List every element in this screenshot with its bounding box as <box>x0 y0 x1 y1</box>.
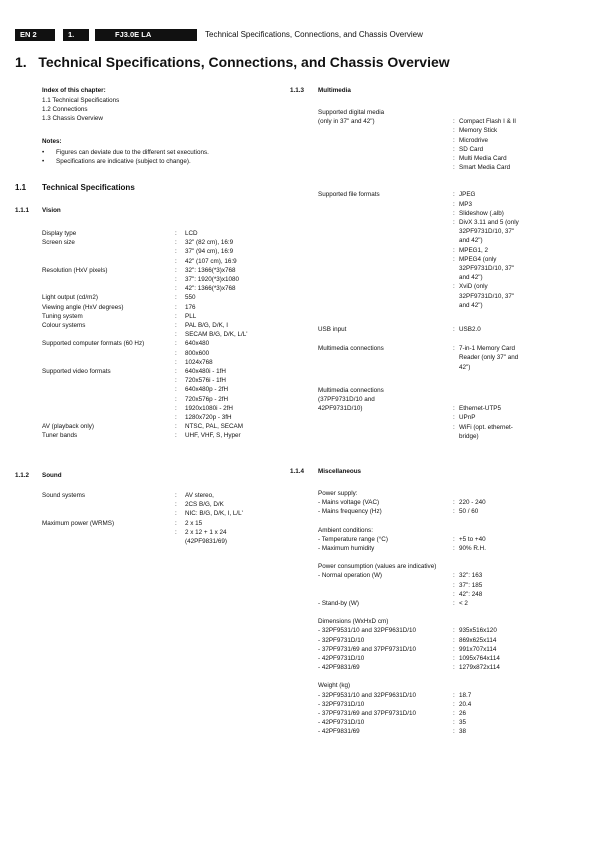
spec-colon: : <box>453 209 455 217</box>
notes-heading: Notes: <box>42 138 62 145</box>
chapter-badge <box>63 29 89 41</box>
spec-label: Supported video formats <box>42 368 111 375</box>
spec-value: 2 x 12 + 1 x 24 (42PF9831/69) <box>185 528 228 545</box>
subsection-title: Miscellaneous <box>318 468 362 475</box>
spec-value: UHF, VHF, S, Hyper <box>185 432 241 440</box>
spec-label: (only in 37" and 42") <box>318 118 375 126</box>
spec-value: Ethernet-UTP5 <box>459 405 501 413</box>
spec-label: Maximum power (WRMS) <box>42 519 115 527</box>
spec-colon: : <box>453 200 455 208</box>
spec-value: 991x707x114 <box>459 645 497 653</box>
spec-colon: : <box>175 414 177 421</box>
spec-value: 2CS B/G, D/K <box>185 501 224 509</box>
subsection-number: 1.1.3 <box>290 87 305 94</box>
page-language-badge <box>15 29 55 41</box>
spec-label: Viewing angle (HxV degrees) <box>42 303 124 311</box>
spec-value: PLL <box>185 312 197 320</box>
model-code: FJ3.0E LA <box>115 30 152 39</box>
spec-value: 720x576p - 2fH <box>185 395 229 403</box>
spec-value: Microdrive <box>459 136 489 144</box>
spec-value: 37": 1920(*3)x1080 <box>185 276 240 283</box>
spec-colon: : <box>453 636 455 644</box>
spec-label: - Temperature range (°C) <box>318 535 388 543</box>
spec-value: 640x480i - 1fH <box>185 368 226 375</box>
spec-colon: : <box>175 423 177 431</box>
spec-colon: : <box>175 349 177 357</box>
spec-colon: : <box>453 326 455 333</box>
spec-colon: : <box>453 664 455 672</box>
spec-colon: : <box>175 368 177 375</box>
group-heading: Dimensions (WxHxD cm) <box>318 618 389 626</box>
subsection-title: Sound <box>42 472 62 479</box>
spec-colon: : <box>175 432 177 440</box>
spec-colon: : <box>175 501 177 509</box>
language-code: EN 2 <box>20 30 37 39</box>
spec-value: Slideshow (.alb) <box>459 209 504 217</box>
spec-label: Tuner bands <box>42 432 78 440</box>
spec-colon: : <box>453 572 455 580</box>
group-heading: Ambient conditions: <box>318 526 373 534</box>
spec-colon: : <box>453 136 455 144</box>
chapter-number: 1. <box>68 30 75 39</box>
spec-colon: : <box>453 645 455 653</box>
spec-label: Display type <box>42 230 77 237</box>
spec-label: Tuning system <box>42 312 83 320</box>
spec-value: 37" (94 cm), 16:9 <box>185 248 234 256</box>
spec-label: - 42PF9831/69 <box>318 728 360 736</box>
spec-colon: : <box>453 246 455 254</box>
section-number: 1.1 <box>15 183 27 192</box>
index-item: 1.1 Technical Specifications <box>42 97 120 104</box>
spec-colon: : <box>453 219 455 226</box>
spec-value: AV stereo, <box>185 492 214 499</box>
spec-label: - 32PF9731D/10 <box>318 636 365 644</box>
spec-colon: : <box>175 386 177 394</box>
spec-colon: : <box>175 528 177 536</box>
spec-colon: : <box>175 257 177 265</box>
spec-value: NIC: B/G, D/K, I, L/L' <box>185 510 243 518</box>
spec-value: 176 <box>185 303 196 311</box>
spec-colon: : <box>453 545 455 552</box>
spec-label: Resolution (HxV pixels) <box>42 266 108 274</box>
index-list <box>42 96 119 124</box>
spec-label: - 42PF9731D/10 <box>318 655 365 662</box>
spec-value: 18.7 <box>459 691 472 699</box>
spec-value: Smart Media Card <box>459 164 511 172</box>
spec-value: UPnP <box>459 414 476 422</box>
spec-colon: : <box>453 345 455 353</box>
page-title: 1. Technical Specifications, Connections, and Chassis Overview <box>15 54 450 70</box>
spec-label: - 42PF9731D/10 <box>318 719 365 727</box>
spec-label: - 37PF9731/69 and 37PF9731D/10 <box>318 710 417 717</box>
spec-value: 90% R.H. <box>459 545 486 552</box>
spec-value: 32" (82 cm), 16:9 <box>185 239 234 247</box>
spec-label: - Mains frequency (Hz) <box>318 508 382 516</box>
subsection-number: 1.1.1 <box>15 207 30 214</box>
spec-colon: : <box>175 340 177 348</box>
spec-label: Multimedia connections <box>318 386 384 394</box>
spec-colon: : <box>453 535 455 543</box>
spec-colon: : <box>453 691 455 699</box>
spec-value: 37": 185 <box>459 581 483 589</box>
spec-value: 42": 248 <box>459 590 483 598</box>
spec-value: 42": 1366(*3)x768 <box>185 285 236 293</box>
spec-label: Sound systems <box>42 492 86 499</box>
spec-value: MPEG4 (only 32PF9731D/10, 37" and 42") <box>459 255 515 282</box>
spec-colon: : <box>453 710 455 717</box>
spec-value: 42" (107 cm), 16:9 <box>185 257 237 265</box>
spec-colon: : <box>175 322 177 329</box>
spec-colon: : <box>175 377 177 385</box>
spec-value: 640x480p - 2fH <box>185 386 229 394</box>
spec-label: Supported file formats <box>318 191 380 199</box>
spec-value: 869x625x114 <box>459 636 497 644</box>
spec-colon: : <box>175 276 177 283</box>
spec-label: - 37PF9731/69 and 37PF9731D/10 <box>318 645 417 653</box>
spec-value: 220 - 240 <box>459 499 486 507</box>
spec-label: Colour systems <box>42 322 86 329</box>
index-heading: Index of this chapter: <box>42 87 106 94</box>
spec-colon: : <box>175 248 177 256</box>
spec-value: LCD <box>185 230 198 237</box>
spec-value: 20.4 <box>459 700 472 708</box>
spec-colon: : <box>175 404 177 412</box>
spec-value: 32": 163 <box>459 572 483 580</box>
spec-colon: : <box>175 239 177 247</box>
spec-value: NTSC, PAL, SECAM <box>185 423 243 431</box>
spec-colon: : <box>175 312 177 320</box>
spec-colon: : <box>453 118 455 126</box>
spec-value: < 2 <box>459 600 468 607</box>
spec-colon: : <box>453 499 455 507</box>
subsection-title: Multimedia <box>318 87 351 94</box>
spec-label: - 42PF9831/69 <box>318 664 360 672</box>
spec-colon: : <box>175 266 177 274</box>
spec-colon: : <box>175 395 177 403</box>
spec-colon: : <box>175 492 177 499</box>
spec-value: 1280x720p - 3fH <box>185 414 232 421</box>
spec-colon: : <box>453 405 455 413</box>
spec-colon: : <box>453 191 455 199</box>
spec-colon: : <box>453 590 455 598</box>
spec-label: - 32PF9731D/10 <box>318 700 365 708</box>
spec-colon: : <box>453 728 455 736</box>
spec-colon: : <box>453 414 455 422</box>
group-heading: Power consumption (values are indicative) <box>318 563 437 571</box>
spec-colon: : <box>453 627 455 635</box>
spec-colon: : <box>453 700 455 708</box>
section-title: Technical Specifications <box>42 183 135 192</box>
spec-value: 720x576i - 1fH <box>185 377 226 385</box>
spec-value: JPEG <box>459 191 476 199</box>
spec-colon: : <box>453 127 455 135</box>
spec-label: AV (playback only) <box>42 423 95 431</box>
spec-colon: : <box>453 423 455 431</box>
note-item: • Figures can deviate due to the different set executions. <box>42 148 209 157</box>
spec-value: SECAM B/G, D/K, L/L' <box>185 331 248 339</box>
spec-value: XviD (only 32PF9731D/10, 37" and 42") <box>459 283 515 309</box>
spec-label: Light output (cd/m2) <box>42 294 99 302</box>
spec-value: 1920x1080i - 2fH <box>185 404 233 412</box>
spec-colon: : <box>175 358 177 366</box>
spec-value: +5 to +40 <box>459 535 486 543</box>
spec-value: 1279x872x114 <box>459 664 500 672</box>
spec-value: MP3 <box>459 200 472 208</box>
spec-value: 35 <box>459 719 467 727</box>
spec-label: - Maximum humidity <box>318 545 375 552</box>
subsection-number: 1.1.4 <box>290 468 305 475</box>
spec-value: 7-in-1 Memory Card Reader (only 37" and 42") <box>459 345 519 371</box>
spec-colon: : <box>453 600 455 607</box>
spec-label: - 32PF9531/10 and 32PF9631D/10 <box>318 627 417 635</box>
index-item: 1.2 Connections <box>42 106 88 114</box>
spec-colon: : <box>175 303 177 311</box>
spec-colon: : <box>175 294 177 302</box>
spec-value: WiFi (opt. ethernet- bridge) <box>459 423 513 440</box>
spec-value: 1095x764x114 <box>459 655 500 662</box>
spec-colon: : <box>453 508 455 516</box>
spec-label: - Stand-by (W) <box>318 600 359 607</box>
spec-label: - 32PF9531/10 and 32PF9631D/10 <box>318 691 417 699</box>
spec-value: USB2.0 <box>459 326 481 333</box>
spec-label: Multimedia connections <box>318 345 384 353</box>
spec-colon: : <box>453 655 455 662</box>
spec-colon: : <box>175 510 177 518</box>
spec-colon: : <box>453 581 455 589</box>
spec-value: 32": 1366(*3)x768 <box>185 266 236 274</box>
spec-value: 2 x 15 <box>185 519 203 527</box>
note-item: • Specifications are indicative (subject to change). <box>42 157 209 166</box>
spec-colon: : <box>453 283 455 291</box>
spec-label: - Mains voltage (VAC) <box>318 499 380 507</box>
spec-value: Compact Flash I & II <box>459 118 517 126</box>
spec-value: 800x600 <box>185 349 210 357</box>
spec-value: 26 <box>459 710 467 717</box>
spec-value: 640x480 <box>185 340 210 348</box>
spec-label: 42PF9731D/10) <box>318 405 363 413</box>
notes-list <box>42 148 209 166</box>
spec-value: 550 <box>185 294 196 302</box>
spec-value: Multi Media Card <box>459 155 507 162</box>
spec-value: DivX 3.11 and 5 (only 32PF9731D/10, 37" and 42") <box>459 219 519 245</box>
spec-value: 50 / 60 <box>459 508 479 516</box>
model-badge <box>95 29 197 41</box>
running-title: Technical Specifications, Connections, and Chassis Overview <box>205 30 423 39</box>
spec-colon: : <box>453 164 455 172</box>
spec-colon: : <box>453 719 455 727</box>
spec-label: USB input <box>318 326 347 333</box>
spec-colon: : <box>453 155 455 162</box>
spec-colon: : <box>175 331 177 339</box>
spec-colon: : <box>453 145 455 153</box>
spec-value: Memory Stick <box>459 127 498 135</box>
group-heading: Weight (kg) <box>318 682 351 690</box>
subsection-number: 1.1.2 <box>15 472 30 479</box>
spec-label: Supported digital media <box>318 109 385 116</box>
spec-label: (37PF9731D/10 and <box>318 396 375 403</box>
spec-value: 1024x768 <box>185 358 213 366</box>
spec-value: SD Card <box>459 145 484 153</box>
spec-label: Screen size <box>42 239 75 247</box>
spec-value: PAL B/G, D/K, I <box>185 322 229 329</box>
spec-value: 38 <box>459 728 467 736</box>
spec-colon: : <box>453 255 455 263</box>
spec-label: - Normal operation (W) <box>318 572 383 580</box>
index-item: 1.3 Chassis Overview <box>42 115 103 123</box>
spec-label: Supported computer formats (60 Hz) <box>42 340 145 348</box>
group-heading: Power supply: <box>318 490 358 497</box>
spec-colon: : <box>175 230 177 237</box>
spec-value: MPEG1, 2 <box>459 246 489 254</box>
spec-colon: : <box>175 519 177 527</box>
spec-value: 935x516x120 <box>459 627 497 635</box>
spec-colon: : <box>175 285 177 293</box>
subsection-title: Vision <box>42 207 61 214</box>
